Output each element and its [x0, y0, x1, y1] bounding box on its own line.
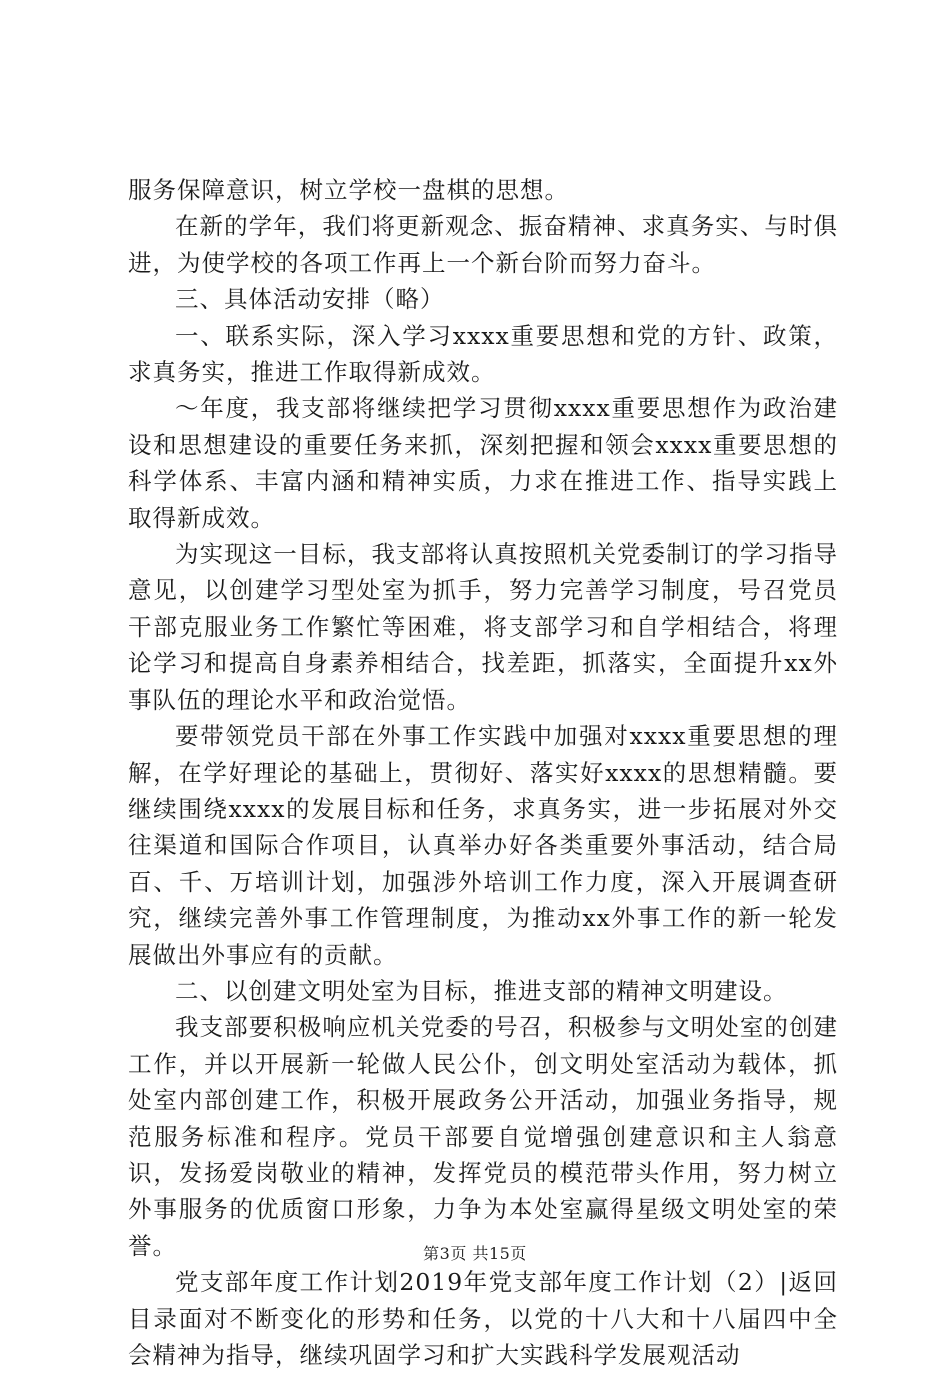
section-heading: 二、以创建文明处室为目标，推进支部的精神文明建设。 [175, 976, 788, 1005]
paragraph: 要带领党员干部在外事工作实践中加强对xxxx重要思想的理解，在学好理论的基础上，贯彻好、落实好xxxx的思想精髓。要继续围绕xxxx的发展目标和任务，求真务实，进一步拓展对外交往渠道和国际合作项目，认真举办好各类重要外事活动，结合局百、千、万培训计划，加强涉外培训工作力度，深入开展调查研究，继续完善外事工作管理制度，为推动xx外事工作的新一轮发展做出外事应有的贡献。 [128, 722, 838, 969]
paragraph: 党支部年度工作计划2019年党支部年度工作计划（2）|返回目录面对不断变化的形势和任务，以党的十八大和十八届四中全会精神为指导，继续巩固学习和扩大实践科学发展观活动 [128, 1268, 838, 1369]
paragraph: ～年度，我支部将继续把学习贯彻xxxx重要思想作为政治建设和思想建设的重要任务来抓，深刻把握和领会xxxx重要思想的科学体系、丰富内涵和精神实质，力求在推进工作、指导实践上取得新成效。 [128, 394, 838, 532]
paragraph: 在新的学年，我们将更新观念、振奋精神、求真务实、与时俱进，为使学校的各项工作再上一个新台阶而努力奋斗。 [128, 212, 838, 277]
document-body [128, 172, 838, 1373]
paragraph: 我支部要积极响应机关党委的号召，积极参与文明处室的创建工作，并以开展新一轮做人民公仆，创文明处室活动为载体，抓处室内部创建工作，积极开展政务公开活动，加强业务指导，规范服务标准和程序。党员干部要自觉增强创建意识和主人翁意识，发扬爱岗敬业的精神，发挥党员的模范带头作用，努力树立外事服务的优质窗口形象，力争为本处室赢得星级文明处室的荣誉。 [128, 1013, 838, 1260]
paragraph: 服务保障意识，树立学校一盘棋的思想。 [128, 176, 569, 204]
section-heading: 一、联系实际，深入学习xxxx重要思想和党的方针、政策，求真务实，推进工作取得新成效。 [128, 321, 838, 387]
page-footer: 第3页 共15页 [423, 1244, 527, 1263]
paragraph: 为实现这一目标，我支部将认真按照机关党委制订的学习指导意见，以创建学习型处室为抓手，努力完善学习制度，号召党员干部克服业务工作繁忙等困难，将支部学习和自学相结合，将理论学习和提高自身素养相结合，找差距，抓落实，全面提升xx外事队伍的理论水平和政治觉悟。 [128, 540, 838, 714]
section-heading: 三、具体活动安排（略） [175, 285, 445, 314]
